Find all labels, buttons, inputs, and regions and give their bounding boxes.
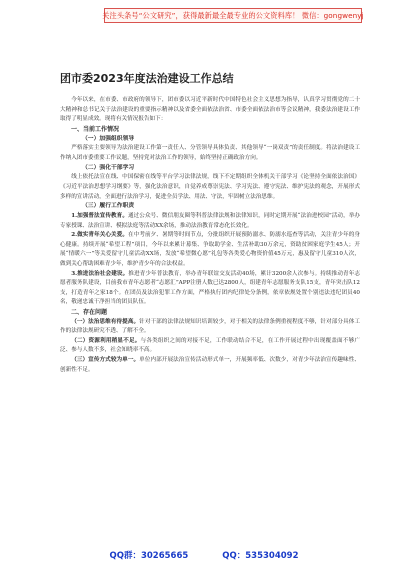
section1-1-text: 严格落实主要领导为法治建设工作第一责任人、分管领导具体负责、其他领导“一岗双责”的责任制度。将法治建设工作纳入团市委重要工作议题，坚持党对法治工作的领导，始终坚持正确政治方向。 <box>60 145 360 161</box>
intro-paragraph: 今年以来，在市委、市政府的领导下，团市委以习近平新时代中国特色社会主义思想为指导，认真学习贯彻党的二十大精神和总书记关于法治建设的重要指示精神以及省委全面依法治省、市委全面依法治市等会议精神，我委法治建设工作取得了明显成效。现将有关情况报告如下： <box>60 97 360 123</box>
footer-qq: QQ：535304092 <box>222 551 299 561</box>
section1-2-heading: （二）强化干部学习 <box>82 164 135 171</box>
problem3-text: 单位内部开展法治宣传活动形式单一，开展频率低、次数少，对青少年法治宣传趣味性、创新性不足。 <box>60 357 360 373</box>
footer-contact-bar <box>0 548 408 562</box>
section1-heading: 一、当前工作情况 <box>71 125 120 133</box>
item1-paragraph <box>60 212 360 231</box>
section1-3-heading: （三）履行工作职责 <box>82 203 135 210</box>
item3-lead: 3.推进法治社会建设。 <box>71 270 129 277</box>
document-body <box>60 96 360 375</box>
footer-qq-group: QQ群：30265665 <box>109 551 189 561</box>
item3-text: 推进青少年普法教育，举办青年联谊交友活动40场，累计3200余人次参与。持续推动青年志愿者服务队建设，目前我市青年志愿者“志愿汇”APP注册人数已达2800人，组建青年志愿服务支队15支，青年突击队12支，打造青年之家18个。在团员及法治犯罪工作方面，严格执行团内纪律处分条例，依章依规处置个别违法违纪团员40名，敬递忠诚干净担当的团员队伍。 <box>60 270 361 306</box>
problem3-lead: （三）宣传方式较为单一。 <box>71 357 140 364</box>
problem3-paragraph <box>60 356 360 375</box>
section1-1-heading: （一）加强组织领导 <box>82 135 135 142</box>
section1-2-text: 线上依托法宣在线、中国保密在线等平台学习法律法规，线下不定期组织全体机关干部学习《论坚持全面依法治国》《习近平法治思想学习纲要》等，强化法治意识，自觉养成尊崇宪法、学习宪法、遵守宪法、维护宪法的观念，开展形式多样的宣讲活动，全面进行法治学习，促进全员学法、用法、守法，牢固树立法治思维。 <box>60 174 360 200</box>
item2-paragraph <box>60 231 360 269</box>
document-title: 团市委2023年度法治建设工作总结 <box>60 72 234 85</box>
top-banner <box>104 8 362 23</box>
problem1-text: 针对干部的法律法规知识培训较少，对于相关的法律条例重视程度不够，针对部分具体工作的法律法规研究不透、了解不全。 <box>60 318 360 335</box>
problem1-lead: （一）法治思维有待提高。 <box>71 318 140 325</box>
item1-lead: 1.加强普法宣传教育。 <box>71 212 128 219</box>
item3-paragraph <box>60 270 360 308</box>
banner-text: 关注头条号“公文研究”，获得最新最全最专业的公文资料库！ 微信：gongwenyj <box>102 10 364 20</box>
problem1-paragraph <box>60 318 360 337</box>
item2-text: 在中考前夕、暑期等时间节点，分批组织开展预防溺水、防溺水巡查等活动，关注青少年的身心健康。持续开展“希望工程”项目，今年以来累计募集、争取助学金、生活补助30万余元，资助贫困家庭学生45人；开展“情暖六一”等关爱留守儿童活动XX场，发放“希望微心愿”礼包等各类爱心物资价值45万元，惠及留守儿童310人次，做到关心帮助困难青少年，维护青少年的合法权益。 <box>60 232 360 267</box>
problem2-text: 与各类组织之间的对接不足，工作联动结合不足，在工作开展过程中出现覆盖面不够广泛、参与人数不多，社会知晓率不高。 <box>60 337 360 354</box>
section2-heading: 二、存在问题 <box>71 308 108 316</box>
item2-lead: 2.做实青年关心关爱。 <box>71 232 129 239</box>
problem2-paragraph <box>60 337 360 356</box>
item1-text: 通过公众号、微信朋友圈等科普法律法规和法律知识，同时定期开展“法治进校园”活动，举办专家授课、法治宣讲、模拟法庭等活动XX余场，推动法治教育常态化长效化。 <box>60 212 360 229</box>
problem2-lead: （二）资源利用稍显不足。 <box>71 337 141 344</box>
